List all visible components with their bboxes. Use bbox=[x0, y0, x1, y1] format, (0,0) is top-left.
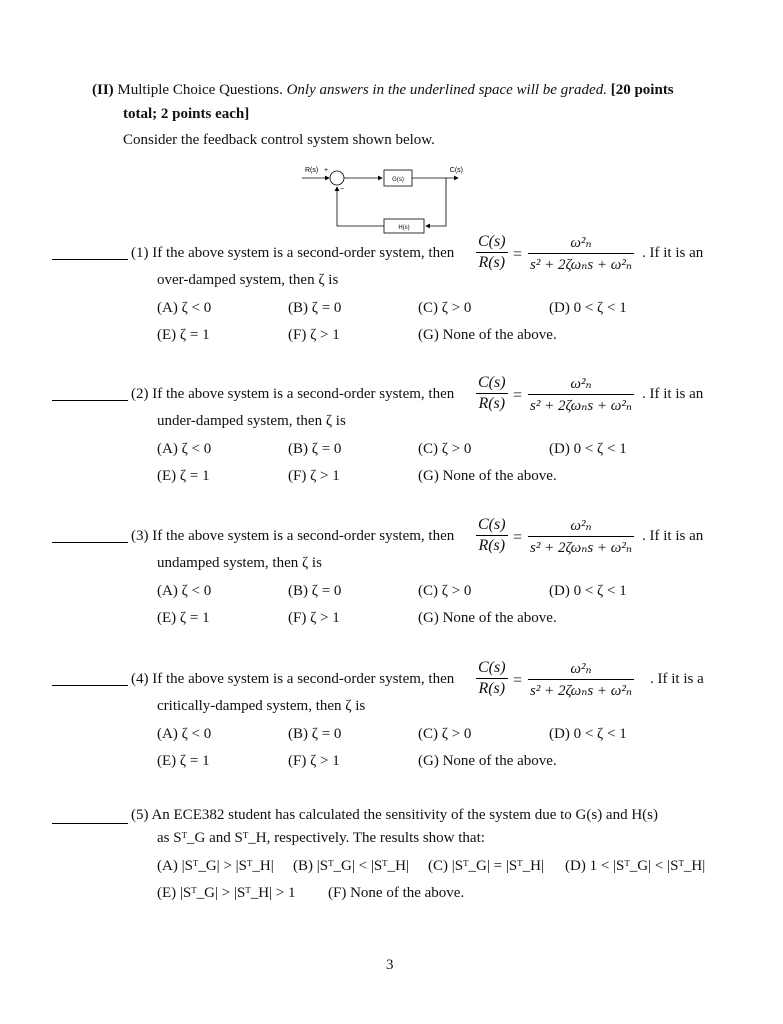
question-5-text: An ECE382 student has calculated the sensitivity of the system due to G(s) and H(s) bbox=[151, 807, 659, 823]
question-number: (3) bbox=[131, 528, 149, 544]
tf-fraction-right bbox=[528, 374, 634, 415]
option-e[interactable]: (E) ζ = 1 bbox=[157, 327, 210, 343]
tf-fraction-right bbox=[528, 659, 634, 700]
minus-sign: − bbox=[340, 186, 345, 193]
tf-rhs-numerator: ω²ₙ bbox=[570, 235, 592, 251]
question-number: (4) bbox=[131, 671, 149, 687]
question-5 bbox=[131, 807, 658, 824]
option-g[interactable]: (G) None of the above. bbox=[418, 753, 557, 769]
question-lead-text: If the above system is a second-order system, then bbox=[152, 671, 455, 687]
question-line2: under-damped system, then ζ is bbox=[157, 413, 346, 429]
question-line2: over-damped system, then ζ is bbox=[157, 272, 339, 288]
option-a[interactable]: (A) ζ < 0 bbox=[157, 583, 212, 599]
plus-sign: + bbox=[324, 167, 329, 174]
tf-rhs-numerator: ω²ₙ bbox=[570, 376, 592, 392]
tf-fraction-left bbox=[476, 374, 508, 413]
option-a[interactable]: (A) ζ < 0 bbox=[157, 441, 212, 457]
block-diagram bbox=[300, 160, 463, 240]
option-b[interactable]: (B) ζ = 0 bbox=[288, 726, 342, 742]
tf-rhs-denominator: s² + 2ζωₙs + ω²ₙ bbox=[530, 398, 632, 414]
question-5-number: (5) bbox=[131, 807, 149, 823]
equals-sign: = bbox=[513, 529, 523, 546]
question-line2: critically-damped system, then ζ is bbox=[157, 698, 366, 714]
question-4-lead bbox=[131, 671, 454, 688]
tf-numerator: C(s) bbox=[478, 374, 506, 391]
option-a[interactable]: (A) ζ < 0 bbox=[157, 726, 212, 742]
output-label: C(s) bbox=[449, 167, 463, 174]
option-b[interactable]: (B) ζ = 0 bbox=[288, 583, 342, 599]
question-number: (1) bbox=[131, 245, 149, 261]
q5-option-f[interactable]: (F) None of the above. bbox=[328, 885, 465, 901]
option-f[interactable]: (F) ζ > 1 bbox=[288, 468, 340, 484]
tf-fraction-right bbox=[528, 516, 634, 557]
option-c[interactable]: (C) ζ > 0 bbox=[418, 441, 472, 457]
feedback-block-label: H(s) bbox=[398, 225, 410, 231]
tf-numerator: C(s) bbox=[478, 659, 506, 676]
option-a[interactable]: (A) ζ < 0 bbox=[157, 300, 212, 316]
tf-rhs-numerator: ω²ₙ bbox=[570, 518, 592, 534]
points-text: [20 points bbox=[610, 82, 674, 98]
q5-option-a[interactable]: (A) |Sᵀ_G| > |Sᵀ_H| bbox=[157, 858, 274, 874]
tf-denominator: R(s) bbox=[478, 537, 506, 554]
option-d[interactable]: (D) 0 < ζ < 1 bbox=[549, 441, 627, 457]
question-lead-text: If the above system is a second-order system, then bbox=[152, 528, 455, 544]
q5-option-b[interactable]: (B) |Sᵀ_G| < |Sᵀ_H| bbox=[293, 858, 409, 874]
question-tail: . If it is a bbox=[650, 671, 704, 687]
question-3-lead bbox=[131, 528, 454, 545]
option-f[interactable]: (F) ζ > 1 bbox=[288, 753, 340, 769]
question-line2: undamped system, then ζ is bbox=[157, 555, 322, 571]
page-number: 3 bbox=[386, 957, 394, 973]
tf-rhs-denominator: s² + 2ζωₙs + ω²ₙ bbox=[530, 540, 632, 556]
equals-sign: = bbox=[513, 387, 523, 404]
intro-italic-text: Only answers in the underlined space will be graded. bbox=[286, 82, 607, 98]
equals-sign: = bbox=[513, 246, 523, 263]
option-d[interactable]: (D) 0 < ζ < 1 bbox=[549, 583, 627, 599]
question-lead-text: If the above system is a second-order system, then bbox=[152, 386, 455, 402]
tf-rhs-denominator: s² + 2ζωₙs + ω²ₙ bbox=[530, 257, 632, 273]
question-1-lead bbox=[131, 245, 454, 262]
answer-blank-1[interactable] bbox=[52, 259, 128, 260]
question-tail: . If it is an bbox=[642, 386, 704, 402]
question-tail: . If it is an bbox=[642, 245, 704, 261]
section-number: (II) bbox=[92, 82, 114, 98]
question-tail: . If it is an bbox=[642, 528, 704, 544]
option-c[interactable]: (C) ζ > 0 bbox=[418, 726, 472, 742]
option-g[interactable]: (G) None of the above. bbox=[418, 610, 557, 626]
option-d[interactable]: (D) 0 < ζ < 1 bbox=[549, 726, 627, 742]
tf-numerator: C(s) bbox=[478, 516, 506, 533]
option-b[interactable]: (B) ζ = 0 bbox=[288, 441, 342, 457]
option-b[interactable]: (B) ζ = 0 bbox=[288, 300, 342, 316]
question-5-line2: as Sᵀ_G and Sᵀ_H, respectively. The results show that: bbox=[157, 830, 485, 846]
equals-sign: = bbox=[513, 672, 523, 689]
tf-fraction-right bbox=[528, 233, 634, 274]
consider-text: Consider the feedback control system shown below. bbox=[123, 132, 435, 148]
tf-rhs-numerator: ω²ₙ bbox=[570, 661, 592, 677]
tf-fraction-left bbox=[476, 516, 508, 555]
option-f[interactable]: (F) ζ > 1 bbox=[288, 610, 340, 626]
option-g[interactable]: (G) None of the above. bbox=[418, 468, 557, 484]
intro-text: Multiple Choice Questions. bbox=[117, 82, 283, 98]
section-header bbox=[92, 82, 674, 99]
question-2-lead bbox=[131, 386, 454, 403]
option-f[interactable]: (F) ζ > 1 bbox=[288, 327, 340, 343]
answer-blank-4[interactable] bbox=[52, 685, 128, 686]
q5-option-c[interactable]: (C) |Sᵀ_G| = |Sᵀ_H| bbox=[428, 858, 544, 874]
option-e[interactable]: (E) ζ = 1 bbox=[157, 753, 210, 769]
tf-rhs-denominator: s² + 2ζωₙs + ω²ₙ bbox=[530, 683, 632, 699]
tf-fraction-left bbox=[476, 233, 508, 272]
summing-junction bbox=[330, 171, 344, 185]
tf-fraction-left bbox=[476, 659, 508, 698]
feedback-path-out bbox=[426, 178, 446, 226]
tf-numerator: C(s) bbox=[478, 233, 506, 250]
option-g[interactable]: (G) None of the above. bbox=[418, 327, 557, 343]
q5-option-e[interactable]: (E) |Sᵀ_G| > |Sᵀ_H| > 1 bbox=[157, 885, 296, 901]
tf-denominator: R(s) bbox=[478, 254, 506, 271]
option-c[interactable]: (C) ζ > 0 bbox=[418, 300, 472, 316]
option-d[interactable]: (D) 0 < ζ < 1 bbox=[549, 300, 627, 316]
forward-block-label: G(s) bbox=[392, 177, 404, 183]
answer-blank-2[interactable] bbox=[52, 400, 128, 401]
answer-blank-3[interactable] bbox=[52, 542, 128, 543]
question-number: (2) bbox=[131, 386, 149, 402]
option-e[interactable]: (E) ζ = 1 bbox=[157, 610, 210, 626]
tf-denominator: R(s) bbox=[478, 395, 506, 412]
q5-option-d[interactable]: (D) 1 < |Sᵀ_G| < |Sᵀ_H| bbox=[565, 858, 706, 874]
option-c[interactable]: (C) ζ > 0 bbox=[418, 583, 472, 599]
input-label: R(s) bbox=[305, 167, 319, 174]
option-e[interactable]: (E) ζ = 1 bbox=[157, 468, 210, 484]
answer-blank-5[interactable] bbox=[52, 823, 128, 824]
tf-denominator: R(s) bbox=[478, 680, 506, 697]
question-lead-text: If the above system is a second-order system, then bbox=[152, 245, 455, 261]
points-total: total; 2 points each] bbox=[123, 106, 250, 122]
